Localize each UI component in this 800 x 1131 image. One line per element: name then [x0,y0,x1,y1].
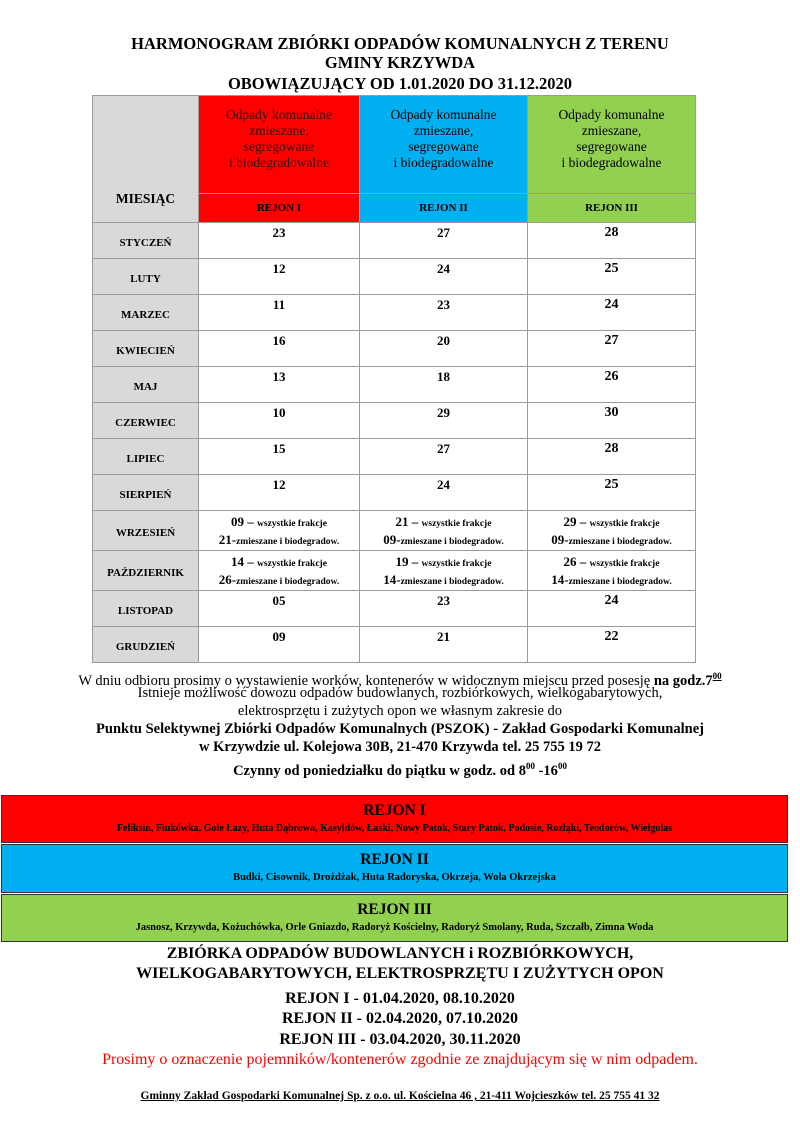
table-row [93,331,696,367]
document-subtitle: GMINY KRZYWDA [324,53,476,72]
waste-type-header-region-1: Odpady komunalne zmieszane, segregowane i biodegradowalne [199,96,360,194]
region-3-dates: 29 – wszystkie frakcje 09-zmieszane i biodegradow. [528,511,696,551]
region-2-dates: 19 – wszystkie frakcje 14-zmieszane i biodegradow. [360,551,528,591]
table-row [93,475,696,511]
month-label: LIPIEC [93,439,199,475]
bulky-waste-heading-1: ZBIÓRKA ODPADÓW BUDOWLANYCH i ROZBIÓRKOWYCH, [166,945,634,962]
bulky-waste-heading-2: WIELKOGABARYTOWYCH, ELEKTROSPRZĘTU I ZUŻYTYCH OPON [136,965,664,982]
footer-contact: Gminny Zakład Gospodarki Komunalnej Sp. z o.o. ul. Kościelna 46 , 21-411 Wojcieszków tel. 25 755 41 32 [140,1090,660,1102]
month-label: STYCZEŃ [93,223,199,259]
bulky-dates-region-3: REJON III - 03.04.2020, 30.11.2020 [279,1031,521,1048]
region-2-date: 20 [360,331,528,367]
region-1-date: 09 [199,627,360,663]
region-2-date: 23 [360,295,528,331]
labeling-note: Prosimy o oznaczenie pojemników/kontenerów zgodnie ze znajdującym się w nim odpadem. [102,1051,698,1068]
region-2-date: 27 [360,439,528,475]
table-row [93,259,696,295]
region-3-date: 24 [528,295,696,331]
table-row [93,591,696,627]
table-row [93,403,696,439]
region-1-date: 11 [199,295,360,331]
month-label: MARZEC [93,295,199,331]
region-3-dates: 26 – wszystkie frakcje 14-zmieszane i biodegradow. [528,551,696,591]
region-1-date: 12 [199,259,360,295]
document-title: HARMONOGRAM ZBIÓRKI ODPADÓW KOMUNALNYCH Z TERENU [131,34,669,53]
region-3-villages: Jasnosz, Krzywda, Kożuchówka, Orle Gniazdo, Radoryż Kościelny, Radoryż Smolany, Ruda, Szczałb, Zimna Woda [135,922,654,933]
region-3-date: 22 [528,627,696,663]
month-label: GRUDZIEŃ [93,627,199,663]
table-row [93,439,696,475]
region-1-date: 23 [199,223,360,259]
table-row [93,295,696,331]
region-1-header: REJON I [199,194,360,223]
table-row [93,511,696,551]
region-3-date: 25 [528,259,696,295]
region-1-villages: Feliksin, Fiukówka, Gołe Łazy, Huta Dąbrowa, Kasyldów, Łaski, Nowy Patok, Stary Patok, Podosie, Rozłąki, Teodorów, Wielgolas [116,823,673,834]
table-row [93,223,696,259]
region-3-date: 30 [528,403,696,439]
bulky-dates-region-2: REJON II - 02.04.2020, 07.10.2020 [281,1010,518,1027]
region-1-dates: 09 – wszystkie frakcje 21-zmieszane i biodegradow. [199,511,360,551]
region-3-title: REJON III [357,901,432,918]
region-2-header: REJON II [360,194,528,223]
region-1-band [1,795,788,843]
region-2-date: 24 [360,259,528,295]
waste-type-header-region-3: Odpady komunalne zmieszane, segregowane i biodegradowalne [528,96,696,194]
region-3-date: 27 [528,331,696,367]
region-2-band [1,844,788,893]
region-1-date: 13 [199,367,360,403]
region-3-band [1,894,788,942]
month-column-header: MIESIĄC [93,96,199,223]
region-3-date: 26 [528,367,696,403]
month-label: LISTOPAD [93,591,199,627]
validity-period: OBOWIĄZUJĄCY OD 1.01.2020 DO 31.12.2020 [227,74,573,93]
table-row [93,367,696,403]
collection-schedule-table [92,95,696,663]
pickup-instructions: W dniu odbioru prosimy o wystawienie worków, kontenerów w widocznym miejscu przed posesję na $godz.7^{00}$ [78,671,722,689]
region-1-date: 16 [199,331,360,367]
region-2-date: 21 [360,627,528,663]
region-2-date: 18 [360,367,528,403]
region-3-date: 24 [528,591,696,627]
region-2-villages: Budki, Cisownik, Drożdżak, Huta Radoryska, Okrzeja, Wola Okrzejska [233,872,556,883]
region-1-date: 10 [199,403,360,439]
pszok-hours: Czynny od poniedziałku do piątku w godz. od $8^{00}$ $-16^{00}$ [233,761,567,779]
region-1-date: 12 [199,475,360,511]
pszok-info-line-1: Istnieje możliwość dowozu odpadów budowlanych, rozbiórkowych, wielkogabarytowych, [137,685,663,701]
region-2-date: 24 [360,475,528,511]
region-2-title: REJON II [360,851,429,868]
table-row [93,551,696,591]
month-label: PAŹDZIERNIK [93,551,199,591]
waste-type-header-region-2: Odpady komunalne zmieszane, segregowane i biodegradowalne [360,96,528,194]
region-2-date: 27 [360,223,528,259]
pszok-address: w Krzywdzie ul. Kolejowa 30B, 21-470 Krzywda tel. 25 755 19 72 [199,739,601,755]
region-2-date: 29 [360,403,528,439]
month-label: CZERWIEC [93,403,199,439]
region-3-date: 28 [528,439,696,475]
month-label: SIERPIEŃ [93,475,199,511]
pszok-name: Punktu Selektywnej Zbiórki Odpadów Komunalnych (PSZOK) - Zakład Gospodarki Komunalnej [96,721,704,737]
region-1-date: 15 [199,439,360,475]
region-1-title: REJON I [363,802,426,819]
region-3-header: REJON III [528,194,696,223]
pszok-info-line-2: elektrosprzętu i zużytych opon we własnym zakresie do [237,703,563,719]
region-1-date: 05 [199,591,360,627]
region-1-dates: 14 – wszystkie frakcje 26-zmieszane i biodegradow. [199,551,360,591]
region-2-date: 23 [360,591,528,627]
table-row [93,627,696,663]
bulky-dates-region-1: REJON I - 01.04.2020, 08.10.2020 [285,990,515,1007]
month-label: WRZESIEŃ [93,511,199,551]
region-3-date: 25 [528,475,696,511]
month-label: MAJ [93,367,199,403]
month-label: KWIECIEŃ [93,331,199,367]
month-label: LUTY [93,259,199,295]
region-2-dates: 21 – wszystkie frakcje 09-zmieszane i biodegradow. [360,511,528,551]
region-3-date: 28 [528,223,696,259]
